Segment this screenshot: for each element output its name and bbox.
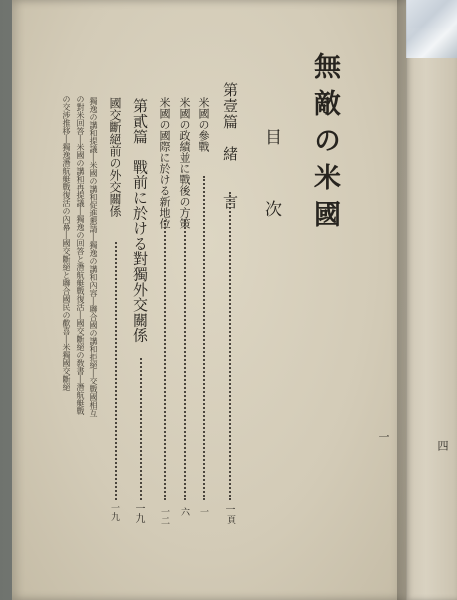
subtopic-line-1: 獨逸の講和提議―米國の講和促進懇請―獨逸の講和內容―聯合國の講和拒絕―交戰國相互	[89, 97, 98, 417]
subtopic-line-2: の對米回答―米國の講和再提議―獨逸の回答と潛航艇戰復活―國交斷絕の敎書―潛航艇戰	[76, 95, 85, 415]
book-gutter	[397, 0, 407, 600]
section-3-page: 一二	[159, 507, 169, 525]
contents-heading-2: 次	[261, 200, 281, 217]
chapter1-heading: 第壹篇 緒 言	[221, 82, 239, 210]
chapter2-page: 一九	[133, 503, 144, 523]
chapter1-leader	[229, 192, 231, 500]
chapter1-page: 一	[223, 504, 234, 514]
facing-page	[405, 28, 457, 600]
chapter2-section-title: 國交斷絕前の外交關係	[108, 97, 122, 217]
section-1-page: 一	[198, 507, 208, 516]
section-1-title: 米國の參戰	[197, 97, 210, 152]
section-3-leader	[164, 220, 166, 500]
page-column-label: 頁	[225, 515, 235, 524]
subtopic-line-3: の交涉推移―獨逸潛航艇戰復活の內幕―國交斷絕と聯合國民の歡喜―米獨國交斷絕	[62, 95, 71, 391]
section-2-page: 六	[179, 507, 189, 516]
chapter2-section-leader	[115, 242, 117, 500]
section-2-leader	[184, 220, 186, 500]
book-page	[12, 0, 406, 600]
chapter2-heading: 第貳篇 戰前に於ける對獨外交關係	[131, 98, 149, 343]
section-2-title: 米國の政績並に戰後の方策	[178, 97, 191, 229]
facing-page-numeral: 四	[436, 440, 449, 451]
section-3-title: 米國の國際に於ける新地位	[158, 97, 171, 229]
section-1-leader	[203, 176, 205, 500]
book-title: 無敵の米國	[309, 52, 340, 237]
contents-heading-1: 目	[261, 128, 281, 145]
fold-numeral: 一	[377, 431, 390, 442]
chapter2-leader	[140, 358, 142, 500]
chapter2-section-page: 一九	[109, 503, 119, 521]
